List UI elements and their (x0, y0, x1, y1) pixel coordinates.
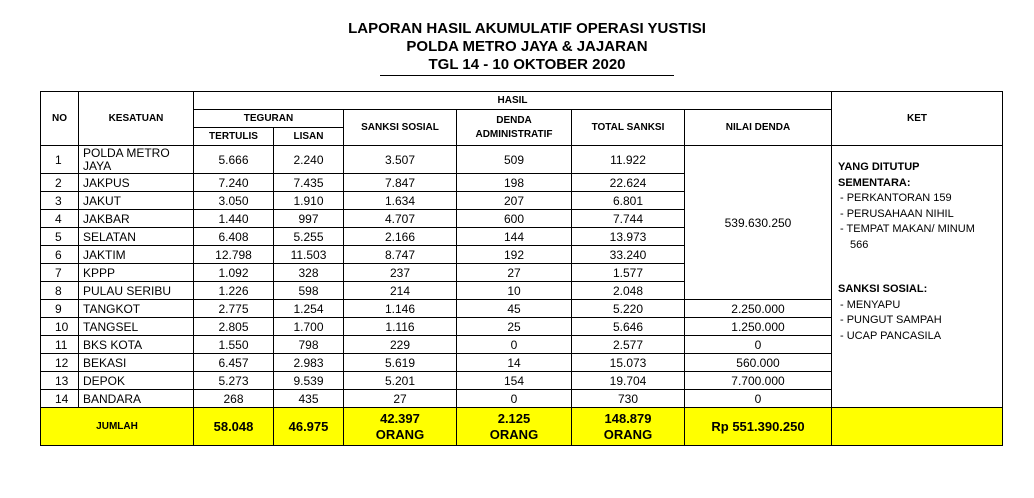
report-title: LAPORAN HASIL AKUMULATIF OPERASI YUSTISI (348, 20, 706, 37)
cell-kesatuan: JAKPUS (79, 174, 194, 192)
cell-kesatuan: KPPP (79, 264, 194, 282)
cell-lisan: 997 (274, 210, 344, 228)
cell-kesatuan: JAKTIM (79, 246, 194, 264)
cell-no: 12 (41, 354, 79, 372)
cell-lisan: 1.700 (274, 318, 344, 336)
totals-ket-empty (832, 408, 1003, 446)
cell-lisan: 9.539 (274, 372, 344, 390)
cell-nilai-merged: 539.630.250 (685, 146, 832, 300)
ket-ditutup-item: - PERUSAHAAN NIHIL (840, 207, 954, 220)
total-sanksi (344, 408, 457, 446)
cell-kesatuan: TANGKOT (79, 300, 194, 318)
cell-tertulis: 5.666 (194, 146, 274, 174)
cell-lisan: 1.910 (274, 192, 344, 210)
header-sanksi-sosial: SANKSI SOSIAL (344, 110, 457, 146)
cell-tertulis: 1.226 (194, 282, 274, 300)
cell-sanksi: 3.507 (344, 146, 457, 174)
cell-no: 14 (41, 390, 79, 408)
cell-tertulis: 1.440 (194, 210, 274, 228)
cell-nilai: 0 (685, 336, 832, 354)
cell-denda: 10 (457, 282, 572, 300)
cell-denda: 509 (457, 146, 572, 174)
cell-lisan: 435 (274, 390, 344, 408)
cell-tertulis: 1.550 (194, 336, 274, 354)
cell-total: 22.624 (572, 174, 685, 192)
cell-nilai: 560.000 (685, 354, 832, 372)
cell-tertulis: 2.775 (194, 300, 274, 318)
cell-no: 2 (41, 174, 79, 192)
cell-tertulis: 6.408 (194, 228, 274, 246)
cell-denda: 25 (457, 318, 572, 336)
totals-row (41, 408, 1003, 446)
cell-tertulis: 1.092 (194, 264, 274, 282)
cell-sanksi: 2.166 (344, 228, 457, 246)
cell-lisan: 328 (274, 264, 344, 282)
cell-total: 19.704 (572, 372, 685, 390)
cell-no: 4 (41, 210, 79, 228)
cell-total: 15.073 (572, 354, 685, 372)
header-total-sanksi: TOTAL SANKSI (572, 110, 685, 146)
header-nilai-denda: NILAI DENDA (685, 110, 832, 146)
cell-kesatuan: BEKASI (79, 354, 194, 372)
total-sanksi-value: 42.397 (380, 410, 420, 426)
cell-total: 730 (572, 390, 685, 408)
cell-denda: 207 (457, 192, 572, 210)
cell-lisan: 598 (274, 282, 344, 300)
cell-total: 2.048 (572, 282, 685, 300)
cell-denda: 154 (457, 372, 572, 390)
cell-lisan: 5.255 (274, 228, 344, 246)
cell-no: 5 (41, 228, 79, 246)
cell-no: 13 (41, 372, 79, 390)
cell-lisan: 11.503 (274, 246, 344, 264)
cell-denda: 198 (457, 174, 572, 192)
total-denda-value: 2.125 (497, 410, 531, 426)
cell-total: 13.973 (572, 228, 685, 246)
header-ket: KET (832, 92, 1003, 146)
cell-denda: 600 (457, 210, 572, 228)
cell-sanksi: 5.201 (344, 372, 457, 390)
cell-tertulis: 12.798 (194, 246, 274, 264)
totals-label: JUMLAH (41, 408, 194, 446)
cell-denda: 27 (457, 264, 572, 282)
ket-ditutup-item-cont: 566 (850, 238, 869, 251)
cell-kesatuan: TANGSEL (79, 318, 194, 336)
cell-lisan: 2.240 (274, 146, 344, 174)
cell-denda: 45 (457, 300, 572, 318)
table-row (41, 146, 1003, 174)
ket-sanksi-item: - MENYAPU (840, 298, 901, 311)
cell-no: 1 (41, 146, 79, 174)
cell-total: 1.577 (572, 264, 685, 282)
cell-denda: 14 (457, 354, 572, 372)
header-denda-line1: DENDA (496, 114, 532, 126)
cell-sanksi: 229 (344, 336, 457, 354)
report-table (40, 91, 1003, 446)
cell-sanksi: 4.707 (344, 210, 457, 228)
cell-denda: 0 (457, 390, 572, 408)
cell-total: 11.922 (572, 146, 685, 174)
total-lisan: 46.975 (274, 408, 344, 446)
cell-tertulis: 5.273 (194, 372, 274, 390)
header-no: NO (41, 92, 79, 146)
ket-ditutup-item: - TEMPAT MAKAN/ MINUM (840, 223, 975, 235)
ket-sanksi-item: - UCAP PANCASILA (840, 329, 942, 342)
cell-nilai: 0 (685, 390, 832, 408)
cell-tertulis: 7.240 (194, 174, 274, 192)
header-lisan: LISAN (274, 128, 344, 146)
cell-kesatuan: BANDARA (79, 390, 194, 408)
cell-tertulis: 3.050 (194, 192, 274, 210)
header-hasil: HASIL (194, 92, 832, 110)
cell-sanksi: 214 (344, 282, 457, 300)
header-kesatuan: KESATUAN (79, 92, 194, 146)
ket-notes (832, 146, 1003, 408)
cell-denda: 144 (457, 228, 572, 246)
cell-total: 33.240 (572, 246, 685, 264)
cell-no: 9 (41, 300, 79, 318)
header-teguran: TEGURAN (194, 110, 344, 128)
cell-sanksi: 7.847 (344, 174, 457, 192)
cell-no: 6 (41, 246, 79, 264)
cell-sanksi: 1.146 (344, 300, 457, 318)
cell-sanksi: 1.634 (344, 192, 457, 210)
cell-nilai: 7.700.000 (685, 372, 832, 390)
ket-sanksi-item: - PUNGUT SAMPAH (840, 314, 942, 326)
cell-no: 10 (41, 318, 79, 336)
cell-no: 3 (41, 192, 79, 210)
cell-kesatuan: JAKUT (79, 192, 194, 210)
unit-label: ORANG (603, 426, 653, 442)
cell-sanksi: 1.116 (344, 318, 457, 336)
cell-no: 11 (41, 336, 79, 354)
cell-lisan: 1.254 (274, 300, 344, 318)
cell-sanksi: 5.619 (344, 354, 457, 372)
report-subtitle: POLDA METRO JAYA & JAJARAN (406, 38, 648, 55)
report-date-text: TGL 14 - 10 OKTOBER 2020 (380, 56, 673, 76)
cell-tertulis: 2.805 (194, 318, 274, 336)
cell-kesatuan: PULAU SERIBU (79, 282, 194, 300)
cell-total: 5.646 (572, 318, 685, 336)
total-total (572, 408, 685, 446)
cell-no: 8 (41, 282, 79, 300)
cell-tertulis: 6.457 (194, 354, 274, 372)
cell-total: 2.577 (572, 336, 685, 354)
cell-lisan: 2.983 (274, 354, 344, 372)
unit-label: ORANG (375, 426, 425, 442)
header-denda (457, 110, 572, 146)
ket-sanksi-heading: SANKSI SOSIAL: (838, 283, 928, 295)
cell-total: 5.220 (572, 300, 685, 318)
cell-tertulis: 268 (194, 390, 274, 408)
cell-no: 7 (41, 264, 79, 282)
cell-sanksi: 8.747 (344, 246, 457, 264)
cell-sanksi: 237 (344, 264, 457, 282)
report-date (10, 56, 1034, 76)
cell-lisan: 798 (274, 336, 344, 354)
ket-ditutup-item: - PERKANTORAN 159 (840, 192, 952, 204)
header-denda-line2: ADMINISTRATIF (475, 128, 553, 140)
cell-kesatuan: DEPOK (79, 372, 194, 390)
cell-denda: 0 (457, 336, 572, 354)
total-tertulis: 58.048 (194, 408, 274, 446)
ket-ditutup-heading-2: SEMENTARA: (838, 176, 911, 189)
cell-denda: 192 (457, 246, 572, 264)
cell-nilai: 2.250.000 (685, 300, 832, 318)
unit-label: ORANG (489, 426, 539, 442)
cell-sanksi: 27 (344, 390, 457, 408)
header-tertulis: TERTULIS (194, 128, 274, 146)
cell-total: 7.744 (572, 210, 685, 228)
cell-nilai: 1.250.000 (685, 318, 832, 336)
cell-kesatuan: JAKBAR (79, 210, 194, 228)
total-denda (457, 408, 572, 446)
total-nilai: Rp 551.390.250 (685, 408, 832, 446)
ket-ditutup-heading-1: YANG DITUTUP (838, 161, 920, 173)
cell-total: 6.801 (572, 192, 685, 210)
cell-lisan: 7.435 (274, 174, 344, 192)
cell-kesatuan: POLDA METRO JAYA (79, 146, 194, 174)
cell-kesatuan: BKS KOTA (79, 336, 194, 354)
cell-kesatuan: SELATAN (79, 228, 194, 246)
total-total-value: 148.879 (604, 410, 652, 426)
